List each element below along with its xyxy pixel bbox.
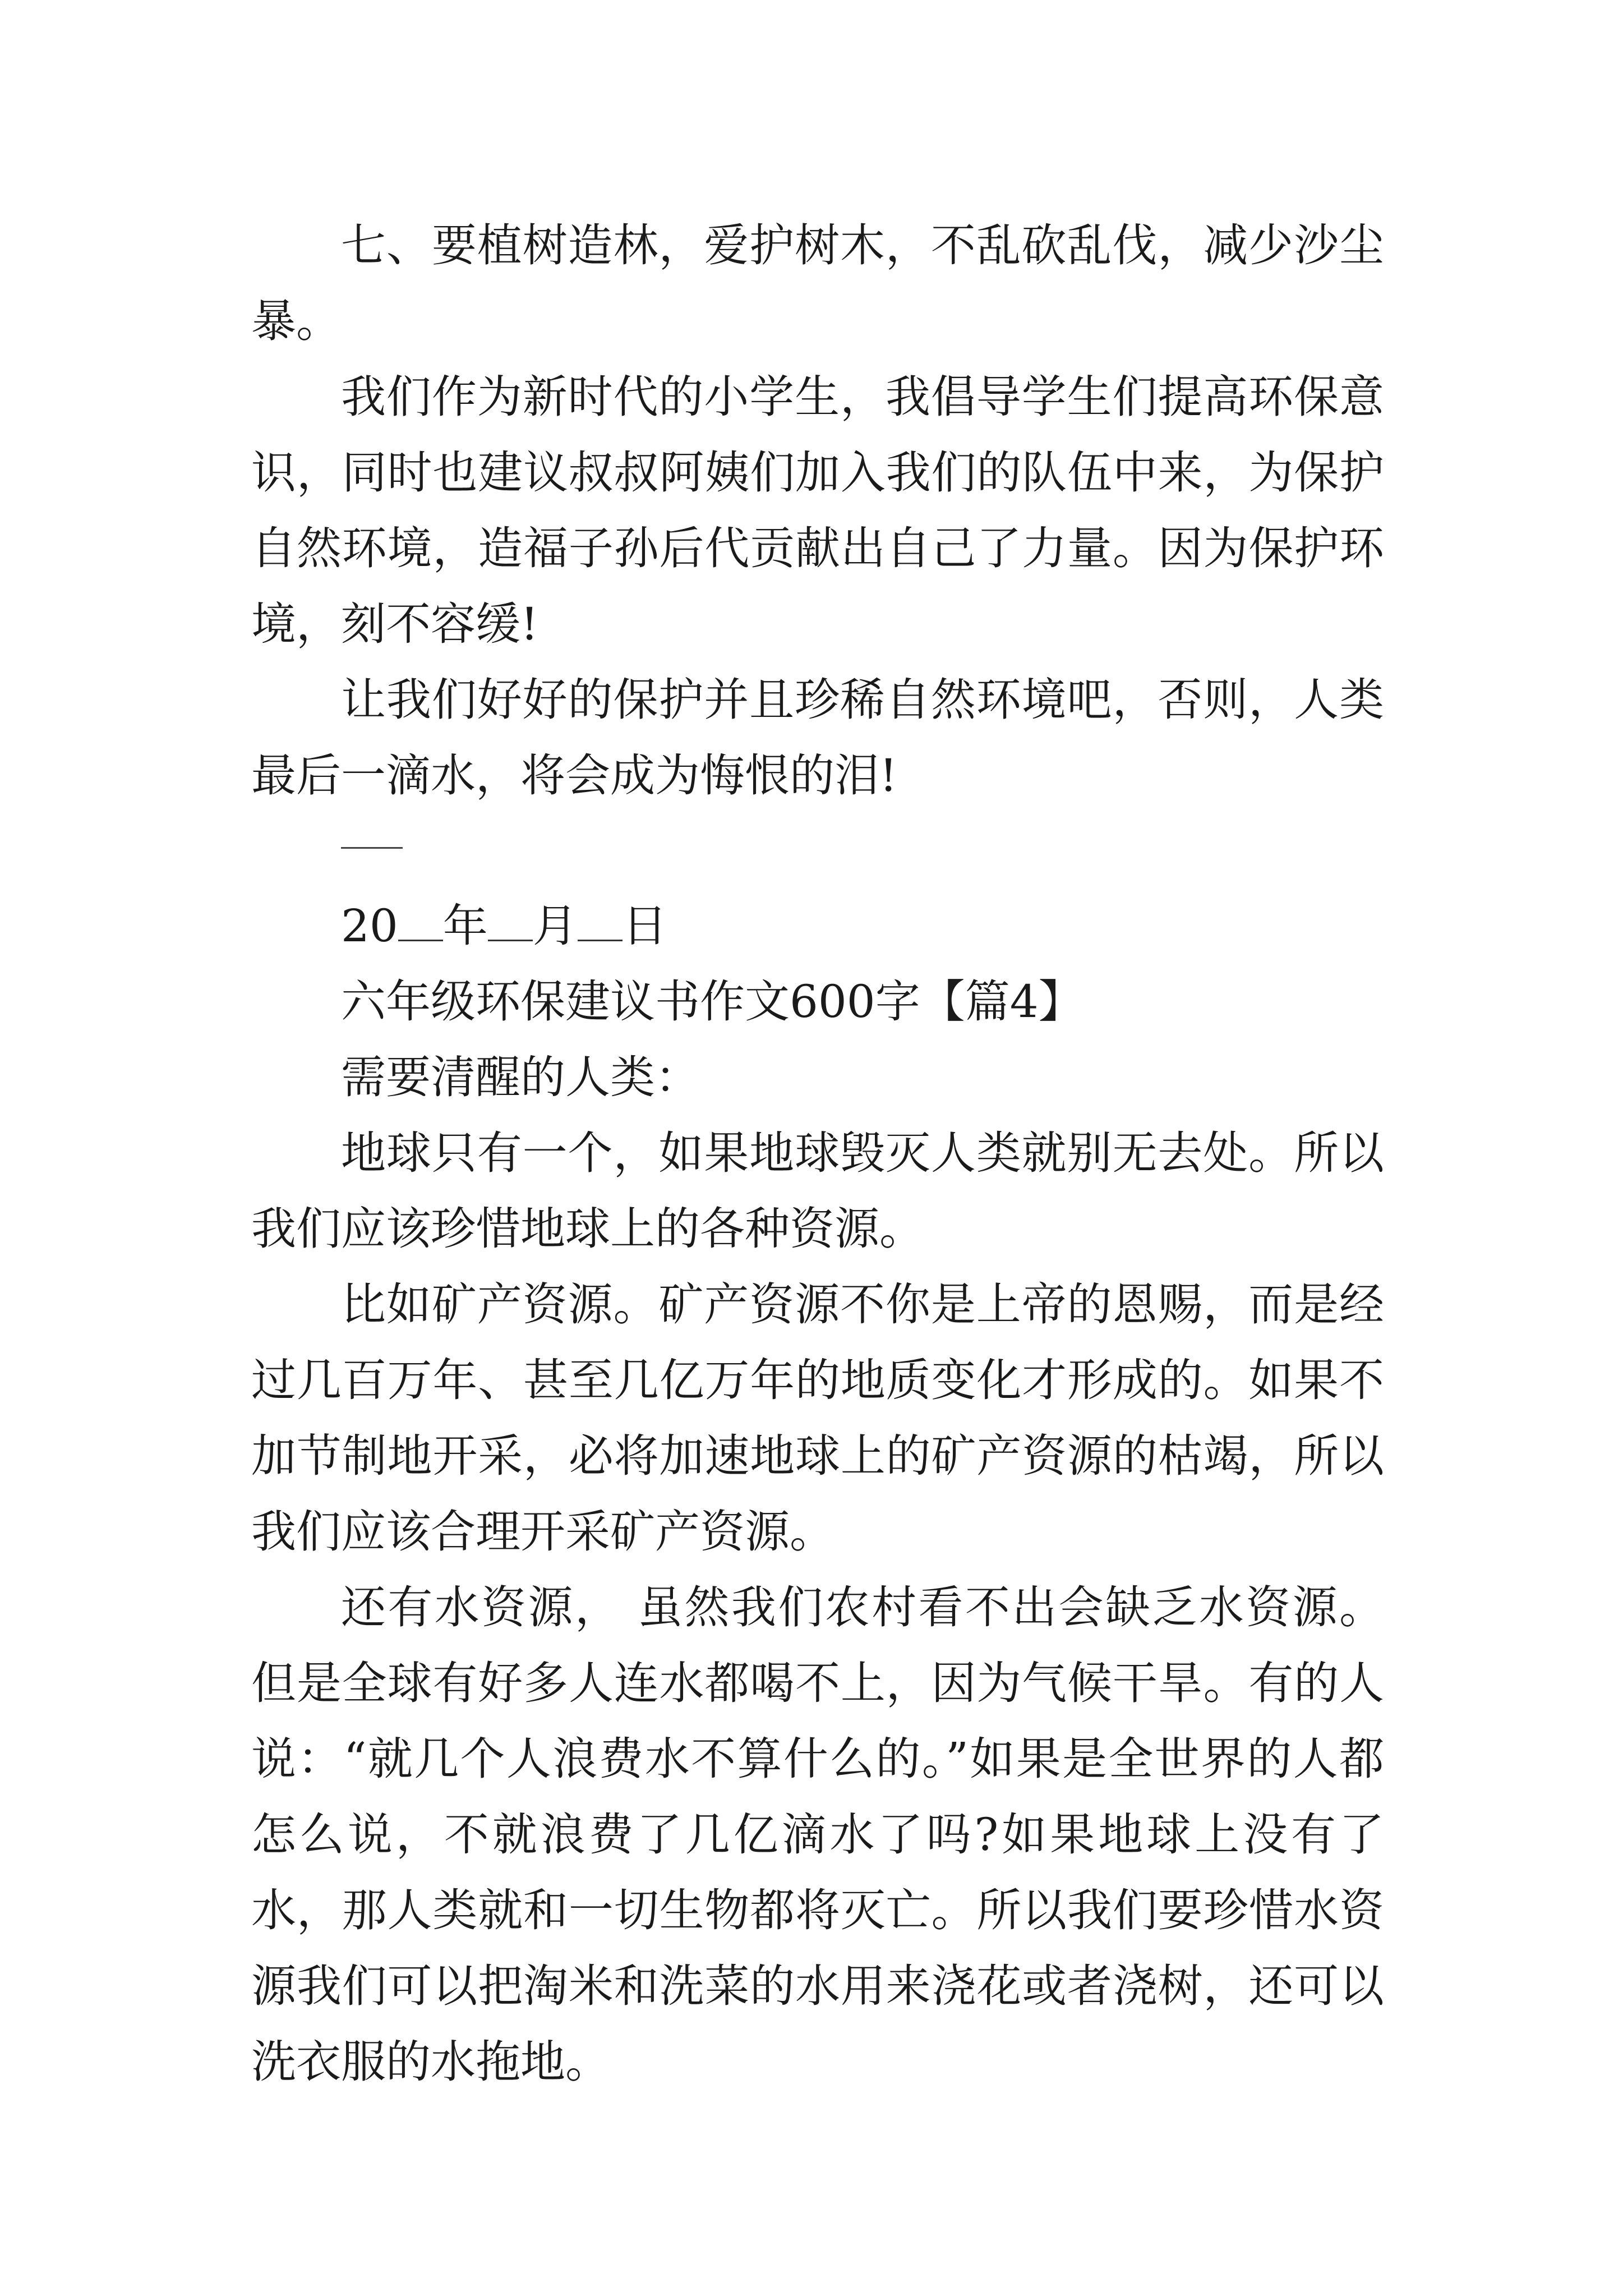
date-month-label: 月 [532,900,578,952]
day-blank [578,900,623,941]
signature-line [341,847,403,849]
section-title: 六年级环保建议书作文600字【篇4】 [341,976,1083,1028]
date-line [341,888,1384,964]
paragraph-plant-trees: 七、要植树造林，爱护树木，不乱砍乱伐，减少沙尘暴。 [251,219,1384,347]
year-blank [398,900,443,941]
paragraph-water-resources: 还有水资源， 虽然我们农村看不出会缺乏水资源。但是全球有好多人连水都喝不上，因为气候干旱。有的人说：“就几个人浪费水不算什么的。”如果是全世界的人都怎么说，不就浪费了几亿滴水了吗?如果地球上没有了水，那人类就和一切生物都将灭亡。所以我们要珍惜水资源我们可以把淘米和洗菜的水用来浇花或者浇树，还可以洗衣服的水拖地。 [251,1581,1384,2088]
salutation: 需要清醒的人类： [341,1051,700,1103]
date-day-label: 日 [622,900,667,952]
date-prefix: 20 [341,900,398,952]
date-year-label: 年 [442,900,488,952]
paragraph-one-earth: 地球只有一个，如果地球毁灭人类就别无去处。所以我们应该珍惜地球上的各种资源。 [251,1127,1384,1255]
paragraph-student-advocacy: 我们作为新时代的小学生，我倡导学生们提高环保意识，同时也建议叔叔阿姨们加入我们的队伍中来，为保护自然环境，造福子孙后代贡献出自己了力量。因为保护环境，刻不容缓! [251,371,1384,650]
document-page [251,208,1384,2100]
month-blank [488,900,533,941]
paragraph-protect-nature: 让我们好好的保护并且珍稀自然环境吧，否则，人类最后一滴水，将会成为悔恨的泪! [251,674,1384,802]
paragraph-mineral-resources: 比如矿产资源。矿产资源不你是上帝的恩赐，而是经过几百万年、甚至几亿万年的地质变化才形成的。如果不加节制地开采，必将加速地球上的矿产资源的枯竭，所以我们应该合理开采矿产资源。 [251,1278,1384,1558]
